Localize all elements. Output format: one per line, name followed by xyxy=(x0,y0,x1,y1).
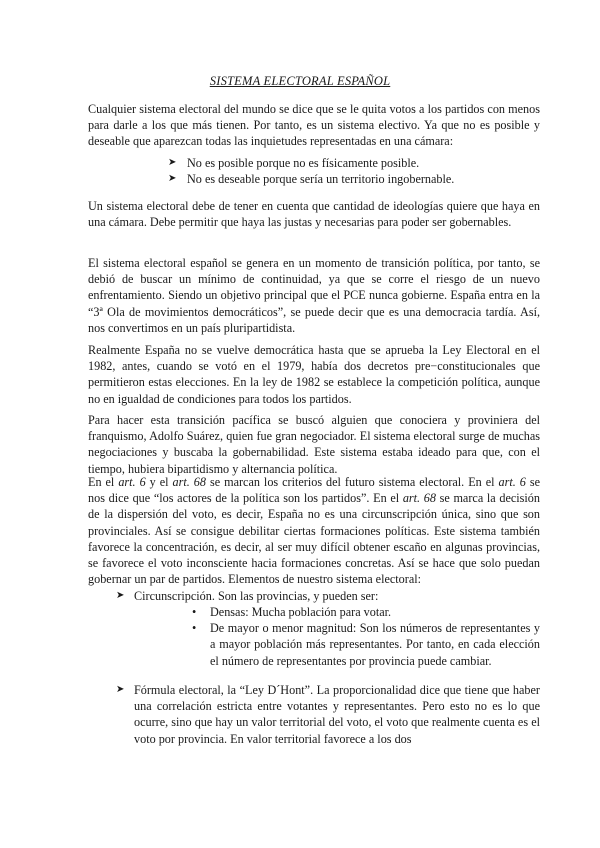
list-item: • De mayor o menor magnitud: Son los números de representantes y a mayor población más representantes. Por tanto, en cada elección el número de representantes por provincia puede cambiar. xyxy=(192,621,540,668)
arrow-bullet-icon: ➤ xyxy=(168,173,177,185)
list-item-formula-electoral: ➤ Fórmula electoral, la “Ley D´Hont”. La proporcionalidad dice que tiene que haber una correlación estricta entre votantes y representantes. Pero esto no es lo que ocurre, sino que hay un valor territorial del voto, el voto que realmente cuenta es el voto por provincia. En valor territorial favorece a los dos xyxy=(116,683,540,746)
document-title: SISTEMA ELECTORAL ESPAÑOL xyxy=(209,74,391,88)
bullet-dot-icon: • xyxy=(192,605,197,619)
article-reference: art. 6 xyxy=(118,475,146,489)
bullet-list xyxy=(190,604,540,669)
article-reference: art. 68 xyxy=(402,491,436,506)
article-reference: art. 68 xyxy=(172,475,206,489)
arrow-bullet-icon: ➤ xyxy=(168,157,177,168)
paragraph-intro: Cualquier sistema electoral del mundo se dice que se le quita votos a los partidos con menos para darle a los que más tienen. Por tanto, es un sistema electivo. Ya que no es posible y deseable que aparezcan todas las inquietudes representadas en una cámara: xyxy=(88,102,540,149)
paragraph-4: Realmente España no se vuelve democrática hasta que se aprueba la Ley Electoral en el 1982, antes, cuando se votó en el 1979, había dos decretos pre−constitucionales que permitieron estas elecciones. En la ley de 1982 se establece la competición política, aunque no en igualdad de condiciones para todos los partidos. xyxy=(88,343,540,406)
paragraph-6: En el art. 6 y el art. 68 se marcan los criterios del futuro sistema electoral. En el art. 6 se nos dice que “los actores de la política son los partidos”. En el art. 68 se marca la decisión de la dispersión del voto, es decir, España no es una circunscripción única, sino que son provinciales. Así se consigue debilitar ciertas formaciones políticas. Este sistema también favorece la concentración, es decir, al ser muy difícil obtener escaño en algunas provincias, se favorece el voto inconsciente hacia formaciones concretas. Así se hace que solo puedan gobernar un par de partidos. Elementos de nuestro sistema electoral: xyxy=(88,475,541,587)
arrow-bullet-icon: ➤ xyxy=(116,590,125,601)
arrow-list-1 xyxy=(168,155,540,187)
bullet-dot-icon: • xyxy=(192,621,197,636)
list-item: • Densas: Mucha población para votar. xyxy=(192,605,392,619)
paragraph-5: Para hacer esta transición pacífica se buscó alguien que conociera y proviniera del franquismo, Adolfo Suárez, quien fue gran negociador. El sistema electoral surge de muchas negociaciones y buscaba la gobernabilidad. Este sistema estaba ideado para que, con el tiempo, hubiera bipartidismo y alternancia política. xyxy=(88,413,540,476)
article-reference: art. 6 xyxy=(498,475,526,489)
list-item: ➤ No es deseable porque sería un territorio ingobernable. xyxy=(168,172,455,187)
list-item-circunscripcion: ➤ Circunscripción. Son las provincias, y pueden ser: xyxy=(116,589,379,603)
arrow-bullet-icon: ➤ xyxy=(116,684,125,695)
paragraph-2: Un sistema electoral debe de tener en cuenta que cantidad de ideologías quiere que haya en una cámara. Debe permitir que haya las justas y necesarias para poder ser gobernables. xyxy=(88,199,540,230)
paragraph-3: El sistema electoral español se genera en un momento de transición política, por tanto, se debió de buscar un mínimo de continuidad, ya que se corre el riesgo de un nuevo enfrentamiento. Siendo un objetivo principal que el PCE nunca gobierne. España entra en la “3ª Ola de movimientos democráticos”, se puede decir que es una democracia tardía. Así, nos convertimos en un país pluripartidista. xyxy=(88,256,540,335)
list-item: ➤ No es posible porque no es físicamente posible. xyxy=(168,156,420,170)
